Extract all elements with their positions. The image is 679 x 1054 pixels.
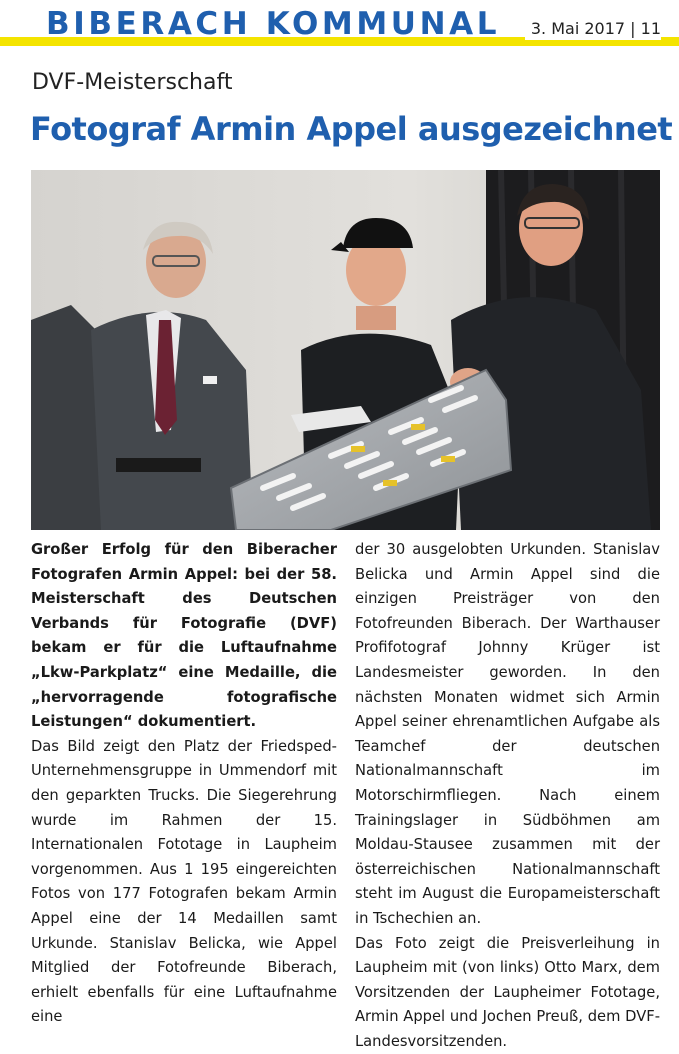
article-photo	[31, 170, 660, 530]
masthead-title: BIBERACH KOMMUNAL	[46, 6, 500, 42]
masthead	[0, 0, 679, 52]
article-body-right-1: der 30 ausgelobten Urkunden. Stanislav Belicka und Armin Appel sind die einzigen Preisträger von den Fotofreunden Biberach. Der Warthauser Profifotograf Johnny Krüger ist Landesmeister geworden. In den nächsten Monaten widmet sich Armin Appel seiner ehrenamtlichen Aufgabe als Teamchef der deutschen Nationalmannschaft im Motorschirmfliegen. Nach einem Trainingslager in Südböhmen am Moldau-Stausee zusammen mit der österreichischen Nationalmannschaft steht im August die Europameisterschaft in Tschechien an.	[355, 538, 660, 932]
article-column-left	[31, 538, 337, 1030]
article-column-right	[355, 538, 660, 1054]
article-lead: Großer Erfolg für den Biberacher Fotografen Armin Appel: bei der 58. Meisterschaft des Deutschen Verbands für Fotografie (DVF) bekam er für die Luftaufnahme „Lkw-Parkplatz“ eine Medaille, die „hervorragende fotografische Leistungen“ dokumentiert.	[31, 538, 337, 735]
article-headline: Fotograf Armin Appel ausgezeichnet	[30, 110, 672, 148]
article-body-left: Das Bild zeigt den Platz der Friedsped-Unternehmensgruppe in Ummendorf mit den geparkten Trucks. Die Siegerehrung wurde im Rahmen der 15. Internationalen Fototage in Laupheim vorgenommen. Aus 1 195 eingereichten Fotos von 177 Fotografen bekam Armin Appel eine der 14 Medaillen samt Urkunde. Stanislav Belicka, wie Appel Mitglied der Fotofreunde Biberach, erhielt ebenfalls für eine Luftaufnahme eine	[31, 735, 337, 1030]
masthead-date-page: 3. Mai 2017 | 11	[525, 18, 661, 40]
article-kicker: DVF-Meisterschaft	[32, 70, 232, 95]
award-ceremony-photo	[31, 170, 660, 530]
article-body-right-2: Das Foto zeigt die Preisverleihung in Laupheim mit (von links) Otto Marx, dem Vorsitzenden der Laupheimer Fototage, Armin Appel und Jochen Preuß, dem DVF-Landesvorsitzenden.	[355, 932, 660, 1054]
